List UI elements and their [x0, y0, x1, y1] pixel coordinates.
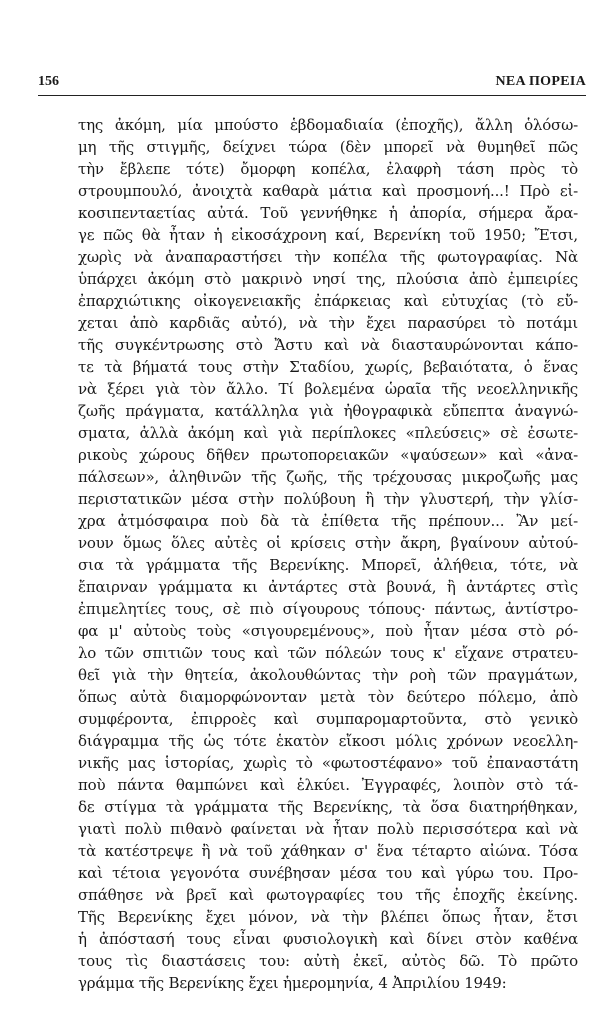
- text-line: συμφέροντα, ἐπιρροὲς καὶ συμπαρομαρτοῦντα, στὸ γενικὸ: [78, 710, 578, 728]
- text-line: τῆς συγκέντρωσης στὸ Ἄστυ καὶ νὰ διασταυρώνονται κάπο-: [78, 336, 578, 354]
- text-line: ποὺ πάντα θαμπώνει καὶ ἑλκύει. Ἐγγραφές, λοιπὸν στὸ τά-: [78, 776, 578, 794]
- text-line: τὴν ἔβλεπε τότε) ὄμορφη κοπέλα, ἐλαφρὴ τάση πρὸς τὸ: [78, 160, 578, 178]
- text-line: περιστατικῶν μέσα στὴν πολύβουη ἢ τὴν γλυστερή, τὴν γλίσ-: [78, 490, 578, 508]
- text-line: φα μ' αὐτοὺς τοὺς «σιγουρεμένους», ποὺ ἦταν μέσα στὸ ρό-: [78, 622, 578, 640]
- text-line: χεται ἀπὸ καρδιᾶς αὐτό), νὰ τὴν ἔχει παρασύρει τὸ ποτάμι: [78, 314, 578, 332]
- running-title: ΝΕΑ ΠΟΡΕΙΑ: [495, 74, 586, 89]
- text-line: πάλσεων», ἀληθινῶν τῆς ζωῆς, τῆς τρέχουσας μικροζωῆς μας: [78, 468, 578, 486]
- text-line: στρουμπουλό, ἀνοιχτὰ καθαρὰ μάτια καὶ προσμονή...! Πρὸ εἰ-: [78, 182, 578, 200]
- text-line: ἡ ἀπόστασή τους εἶναι φυσιολογικὴ καὶ δίνει στὸν καθένα: [78, 930, 578, 948]
- text-line: κοσιπενταετίας αὐτά. Τοῦ γεννήθηκε ἡ ἀπορία, σήμερα ἄρα-: [78, 204, 578, 222]
- text-line: ὑπάρχει ἀκόμη στὸ μακρινὸ νησί της, πλούσια ἀπὸ ἐμπειρίες: [78, 270, 578, 288]
- text-line: τε τὰ βήματά τους στὴν Σταδίου, χωρίς, βεβαιότατα, ὁ ἕνας: [78, 358, 578, 376]
- text-line: Τῆς Βερενίκης ἔχει μόνον, νὰ τὴν βλέπει ὅπως ἦταν, ἔτσι: [78, 908, 578, 926]
- page-header: [38, 74, 586, 94]
- text-line: ὅπως αὐτὰ διαμορφώνονταν μετὰ τὸν δεύτερο πόλεμο, ἀπὸ: [78, 688, 578, 706]
- text-line: χρα ἀτμόσφαιρα ποὺ δὰ τὰ ἐπίθετα τῆς πρέπουν... Ἂν μεί-: [78, 512, 578, 530]
- body-text: [78, 114, 578, 994]
- text-line: ἐπιμελητίες τους, σὲ πιὸ σίγουρους τόπους· πάντως, ἀντίστρο-: [78, 600, 578, 618]
- text-line: νουν ὅμως ὅλες αὐτὲς οἱ κρίσεις στὴν ἄκρη, βγαίνουν αὐτού-: [78, 534, 578, 552]
- text-line: νικῆς μας ἱστορίας, χωρὶς τὸ «φωτοστέφανο» τοῦ ἐπαναστάτη: [78, 754, 578, 772]
- text-line: ζωῆς πράγματα, κατάλληλα γιὰ ἠθογραφικὰ εὔπεπτα ἀναγνώ-: [78, 402, 578, 420]
- text-line: ἔπαιρναν γράμματα κι ἀντάρτες στὰ βουνά, ἢ ἀντάρτες στὶς: [78, 578, 578, 596]
- text-line: ἐπαρχιώτικης οἰκογενειακῆς ἐπάρκειας καὶ εὐτυχίας (τὸ εὔ-: [78, 292, 578, 310]
- text-line: δε στίγμα τὰ γράμματα τῆς Βερενίκης, τὰ ὅσα διατηρήθηκαν,: [78, 798, 578, 816]
- text-line: μη τῆς στιγμῆς, δείχνει τώρα (δὲν μπορεῖ νὰ θυμηθεῖ πῶς: [78, 138, 578, 156]
- text-line: λο τῶν σπιτιῶν τους καὶ τῶν πόλεών τους κ' εἴχανε στρατευ-: [78, 644, 578, 662]
- text-line: χωρὶς νὰ ἀναπαραστήσει τὴν κοπέλα τῆς φωτογραφίας. Νὰ: [78, 248, 578, 266]
- text-line: σματα, ἀλλὰ ἀκόμη καὶ γιὰ περίπλοκες «πλεύσεις» σὲ ἐσωτε-: [78, 424, 578, 442]
- text-line: της ἀκόμη, μία μπούστο ἑβδομαδιαία (ἐποχῆς), ἄλλη ὁλόσω-: [78, 116, 578, 134]
- text-line: θεῖ γιὰ τὴν θητεία, ἀκολουθώντας τὴν ροὴ τῶν πραγμάτων,: [78, 666, 578, 684]
- text-line: διάγραμμα τῆς ὡς τότε ἑκατὸν εἴκοσι μόλις χρόνων νεοελλη-: [78, 732, 578, 750]
- text-line: γε πῶς θὰ ἦταν ἡ εἰκοσάχρονη καί, Βερενίκη τοῦ 1950; Ἔτσι,: [78, 226, 578, 244]
- text-line: τὰ κατέστρεψε ἢ νὰ τοῦ χάθηκαν σ' ἕνα τέταρτο αἰώνα. Τόσα: [78, 842, 578, 860]
- text-line: σπάθησε νὰ βρεῖ καὶ φωτογραφίες του τῆς ἐποχῆς ἐκείνης.: [78, 886, 578, 904]
- text-line: γιατὶ πολὺ πιθανὸ φαίνεται νὰ ἦταν πολὺ περισσότερα καὶ νὰ: [78, 820, 578, 838]
- text-line: καὶ τέτοια γεγονότα συνέβησαν μέσα του καὶ γύρω του. Προ-: [78, 864, 578, 882]
- header-rule: [38, 95, 586, 96]
- text-line: ρικοὺς χώρους δῆθεν πρωτοπορειακῶν «ψαύσεων» καὶ «ἀνα-: [78, 446, 578, 464]
- text-line: σια τὰ γράμματα τῆς Βερενίκης. Μπορεῖ, ἀλήθεια, τότε, νὰ: [78, 556, 578, 574]
- page-number: 156: [38, 74, 59, 89]
- text-line: τους τὶς διαστάσεις του: αὐτὴ ἐκεῖ, αὐτὸς δῶ. Τὸ πρῶτο: [78, 952, 578, 970]
- text-line: γράμμα τῆς Βερενίκης ἔχει ἡμερομηνία, 4 Ἀπριλίου 1949:: [78, 974, 507, 992]
- text-line: νὰ ξέρει γιὰ τὸν ἄλλο. Τί βολεμένα ὡραῖα τῆς νεοελληνικῆς: [78, 380, 578, 398]
